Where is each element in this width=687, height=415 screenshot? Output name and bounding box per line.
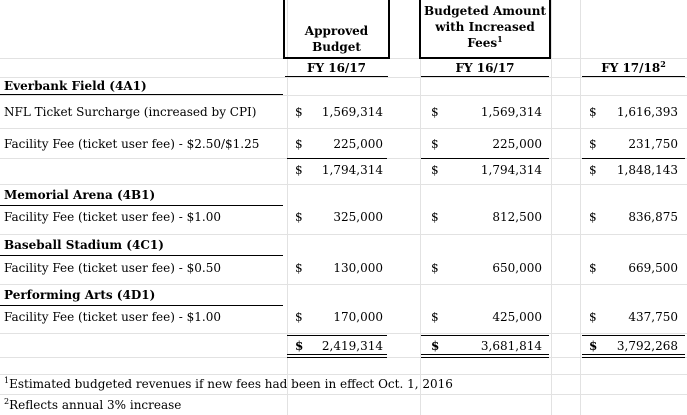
header-budgeted-amount-text: Budgeted Amount with Increased Fees: [423, 4, 547, 50]
total-double-rule: [287, 354, 387, 355]
grid-line: [551, 0, 552, 415]
currency-symbol: $: [589, 137, 597, 151]
header-fy-projected-text: FY 17/18: [601, 61, 661, 75]
section-underline: [0, 205, 283, 206]
total-rule-top: [421, 335, 549, 336]
grid-line: [0, 374, 687, 375]
currency-symbol: $: [295, 105, 303, 119]
grid-line: [0, 128, 687, 129]
section-title-memorial-arena: Memorial Arena (4B1): [4, 188, 156, 202]
total-double-rule: [287, 357, 387, 358]
currency-symbol: $: [589, 210, 597, 224]
currency-symbol: $: [589, 310, 597, 324]
value-approved: 325,000: [333, 210, 383, 224]
currency-symbol: $: [295, 210, 303, 224]
footnote-text: Reflects annual 3% increase: [9, 398, 182, 412]
subtotal-approved: 1,794,314: [321, 163, 383, 177]
total-double-rule: [582, 354, 685, 355]
subtotal-rule: [287, 158, 387, 159]
currency-symbol: $: [431, 163, 439, 177]
grid-line: [0, 184, 687, 185]
footnote-mark: 1: [4, 376, 10, 385]
grid-line: [0, 95, 687, 96]
row-label: NFL Ticket Surcharge (increased by CPI): [4, 105, 257, 119]
currency-symbol: $: [431, 210, 439, 224]
value-approved: 1,569,314: [321, 105, 383, 119]
grand-total-approved: 2,419,314: [321, 339, 383, 353]
value-budgeted: 225,000: [492, 137, 542, 151]
fy-underline: [421, 76, 549, 77]
grand-total-projected: 3,792,268: [616, 339, 678, 353]
section-underline: [0, 255, 283, 256]
currency-symbol: $: [431, 339, 440, 353]
row-label: Facility Fee (ticket user fee) - $2.50/$1.25: [4, 137, 260, 151]
value-approved: 170,000: [333, 310, 383, 324]
currency-symbol: $: [431, 261, 439, 275]
value-projected: 1,616,393: [616, 105, 678, 119]
footnote-mark: 2: [660, 59, 666, 69]
value-projected: 437,750: [628, 310, 678, 324]
row-label: Facility Fee (ticket user fee) - $0.50: [4, 261, 221, 275]
grid-line: [0, 234, 687, 235]
fy-underline: [285, 76, 388, 77]
grid-line: [0, 284, 687, 285]
header-border: [549, 0, 551, 58]
total-rule-top: [287, 335, 387, 336]
header-fy-approved: FY 16/17: [306, 61, 367, 75]
header-approved-budget: Approved Budget: [304, 24, 369, 54]
header-border: [419, 57, 551, 59]
value-projected: 836,875: [628, 210, 678, 224]
row-label: Facility Fee (ticket user fee) - $1.00: [4, 210, 221, 224]
value-approved: 225,000: [333, 137, 383, 151]
grid-line: [580, 0, 581, 415]
total-rule-top: [582, 335, 685, 336]
header-border: [388, 0, 390, 58]
total-double-rule: [421, 354, 549, 355]
currency-symbol: $: [295, 261, 303, 275]
total-double-rule: [582, 357, 685, 358]
value-budgeted: 425,000: [492, 310, 542, 324]
subtotal-rule: [582, 158, 685, 159]
value-budgeted: 650,000: [492, 261, 542, 275]
currency-symbol: $: [431, 105, 439, 119]
subtotal-projected: 1,848,143: [616, 163, 678, 177]
section-title-baseball-stadium: Baseball Stadium (4C1): [4, 238, 164, 252]
currency-symbol: $: [295, 310, 303, 324]
row-label: Facility Fee (ticket user fee) - $1.00: [4, 310, 221, 324]
subtotal-rule: [421, 158, 549, 159]
grid-line: [0, 77, 687, 78]
grand-total-budgeted: 3,681,814: [480, 339, 542, 353]
currency-symbol: $: [295, 163, 303, 177]
currency-symbol: $: [295, 137, 303, 151]
footnote-2: [4, 398, 181, 412]
value-budgeted: 1,569,314: [480, 105, 542, 119]
section-underline: [0, 305, 283, 306]
header-budgeted-amount: [421, 3, 549, 51]
currency-symbol: $: [589, 105, 597, 119]
grid-line: [0, 333, 687, 334]
currency-symbol: $: [431, 137, 439, 151]
total-double-rule: [421, 357, 549, 358]
currency-symbol: $: [295, 339, 304, 353]
value-budgeted: 812,500: [492, 210, 542, 224]
subtotal-budgeted: 1,794,314: [480, 163, 542, 177]
currency-symbol: $: [589, 163, 597, 177]
value-projected: 231,750: [628, 137, 678, 151]
grid-line: [0, 394, 687, 395]
footnote-1: [4, 377, 453, 391]
footnote-mark: 1: [497, 34, 503, 44]
header-fy-budgeted: FY 16/17: [455, 61, 515, 75]
currency-symbol: $: [589, 339, 598, 353]
section-underline: [0, 94, 283, 95]
section-title-performing-arts: Performing Arts (4D1): [4, 288, 156, 302]
value-approved: 130,000: [333, 261, 383, 275]
currency-symbol: $: [589, 261, 597, 275]
section-title-everbank-field: Everbank Field (4A1): [4, 79, 147, 93]
fy-underline: [582, 76, 685, 77]
footnote-mark: 2: [4, 397, 10, 406]
footnote-text: Estimated budgeted revenues if new fees had been in effect Oct. 1, 2016: [9, 377, 453, 391]
header-border: [283, 57, 390, 59]
value-projected: 669,500: [628, 261, 678, 275]
header-fy-projected: [582, 60, 685, 76]
currency-symbol: $: [431, 310, 439, 324]
